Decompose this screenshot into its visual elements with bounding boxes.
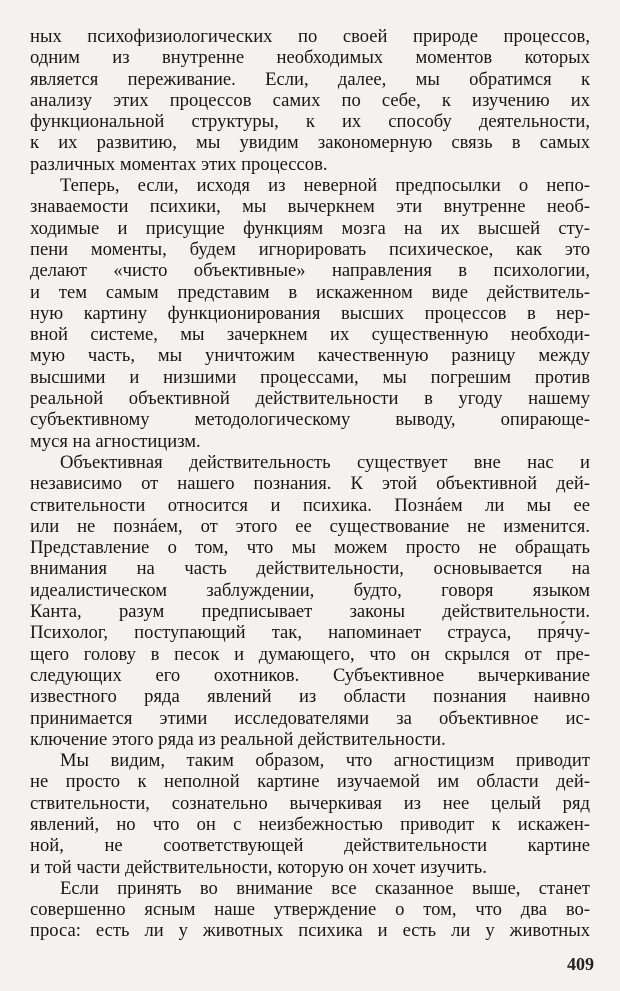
paragraph-2: [30, 175, 590, 452]
text-line: щего голову в песок и думающего, что он скрылся от пре-: [30, 643, 590, 665]
text-line: Канта, разум предписывает законы действительности.: [30, 601, 590, 623]
text-line: ключение этого ряда из реальной действительности.: [30, 728, 446, 750]
text-line: одним из внутренне необходимых моментов которых: [30, 47, 590, 69]
text-line: идеалистическом заблуждении, будто, говоря языком: [30, 579, 590, 601]
text-line: Теперь, если, исходя из неверной предпосылки о непо-: [60, 175, 590, 197]
text-line: Психолог, поступающий так, напоминает страуса, пря́чу-: [30, 622, 590, 644]
text-line: функциональной структуры, к их способу деятельности,: [30, 111, 590, 133]
text-line: реальной объективной действительности в угоду нашему: [30, 388, 590, 410]
text-line: различных моментах этих процессов.: [30, 153, 328, 175]
text-line: делают «чисто объективные» направления в психологии,: [30, 260, 590, 282]
text-line: известного ряда явлений из области познания наивно: [30, 686, 590, 708]
paragraph-5: [30, 878, 590, 942]
text-line: независимо от нашего познания. К этой объективной дей-: [30, 473, 590, 495]
text-line: муся на агностицизм.: [30, 430, 201, 452]
text-line: Мы видим, таким образом, что агностицизм приводит: [60, 750, 590, 772]
text-line: ных психофизиологических по своей природе процессов,: [30, 26, 590, 47]
text-line: является переживание. Если, далее, мы обратимся к: [30, 68, 590, 90]
text-line: ствительности относится и психика. Познáем ли мы ее: [30, 494, 590, 516]
text-line: внимания на часть действительности, основывается на: [30, 558, 590, 580]
paragraph-3: [30, 452, 590, 750]
text-line: ствительности, сознательно вычеркивая из нее целый ряд: [30, 792, 590, 814]
page-number: 409: [567, 954, 594, 974]
text-line: совершенно ясным наше утверждение о том, что два во-: [30, 899, 590, 921]
text-line: явлений, но что он с неизбежностью приводит к искажен-: [30, 813, 590, 835]
text-line: ную картину функционирования высших процессов в нер-: [30, 302, 590, 324]
text-line: высшими и низшими процессами, мы погрешим против: [30, 366, 590, 388]
text-line: не просто к неполной картине изучаемой им области дей-: [30, 771, 590, 793]
text-line: следующих его охотников. Субъективное вычеркивание: [30, 664, 590, 686]
text-line: субъективному методологическому выводу, опирающе-: [30, 409, 590, 431]
text-line: знаваемости психики, мы вычеркнем эти внутренне необ-: [30, 196, 590, 218]
text-line: проса: есть ли у животных психика и есть ли у животных: [30, 920, 590, 942]
text-line: и той части действительности, которую он хочет изучить.: [30, 856, 487, 878]
paragraph-1: [30, 26, 590, 175]
page-text: [30, 26, 590, 942]
text-line: мую часть, мы уничтожим качественную разницу между: [30, 345, 590, 367]
text-line: принимается этими исследователями за объективное ис-: [30, 707, 590, 729]
text-line: Представление о том, что мы можем просто не обращать: [30, 537, 590, 559]
text-line: ной, не соответствующей действительности картине: [30, 835, 590, 857]
text-line: к их развитию, мы увидим закономерную связь в самых: [30, 132, 590, 154]
text-line: Объективная действительность существует вне нас и: [60, 451, 590, 473]
text-line: Если принять во внимание все сказанное выше, станет: [60, 877, 590, 899]
text-line: ходимые и присущие функциям мозга на их высшей сту-: [30, 217, 590, 239]
text-line: или не познáем, от этого ее существование не изменится.: [30, 515, 590, 537]
paragraph-4: [30, 750, 590, 878]
text-line: пени моменты, будем игнорировать психическое, как это: [30, 238, 590, 260]
text-line: анализу этих процессов самих по себе, к изучению их: [30, 89, 590, 111]
text-line: и тем самым представим в искаженном виде действитель-: [30, 281, 590, 303]
text-line: вной системе, мы зачеркнем их существенную необходи-: [30, 324, 590, 346]
